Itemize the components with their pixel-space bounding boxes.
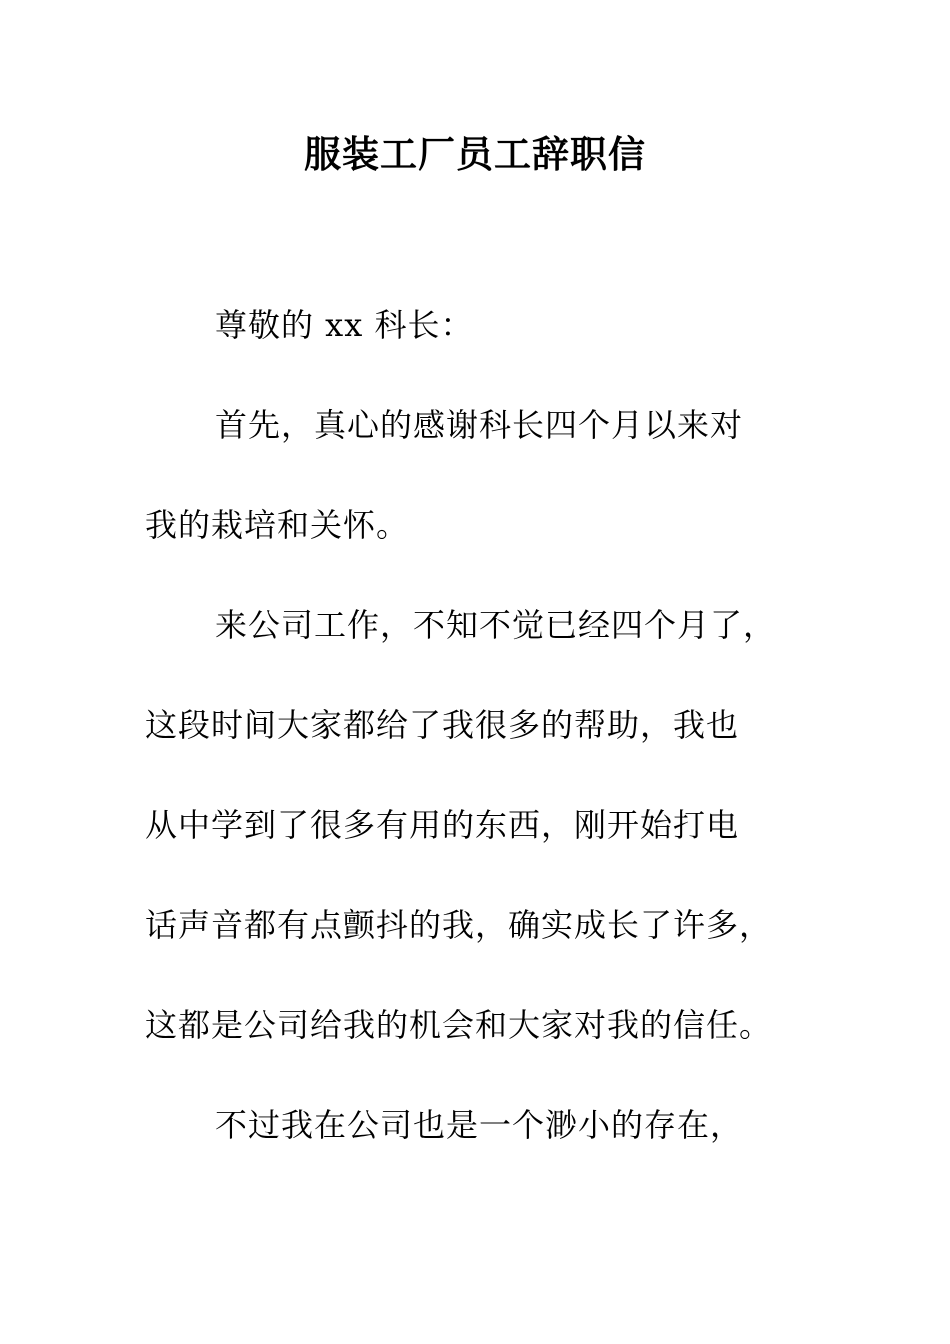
body-line: 从中学到了很多有用的东西，刚开始打电 <box>145 806 740 844</box>
salutation-line: 尊敬的 xx 科长： <box>215 306 474 344</box>
body-line: 首先，真心的感谢科长四个月以来对 <box>215 406 744 444</box>
body-line: 这段时间大家都给了我很多的帮助，我也 <box>145 706 740 744</box>
body-line: 话声音都有点颤抖的我，确实成长了许多， <box>145 906 773 944</box>
body-line: 我的栽培和关怀。 <box>145 506 410 544</box>
body-line: 不过我在公司也是一个渺小的存在， <box>215 1106 744 1144</box>
document-title: 服装工厂员工辞职信 <box>304 132 646 176</box>
body-line: 这都是公司给我的机会和大家对我的信任。 <box>145 1006 773 1044</box>
body-line: 来公司工作，不知不觉已经四个月了， <box>215 606 777 644</box>
